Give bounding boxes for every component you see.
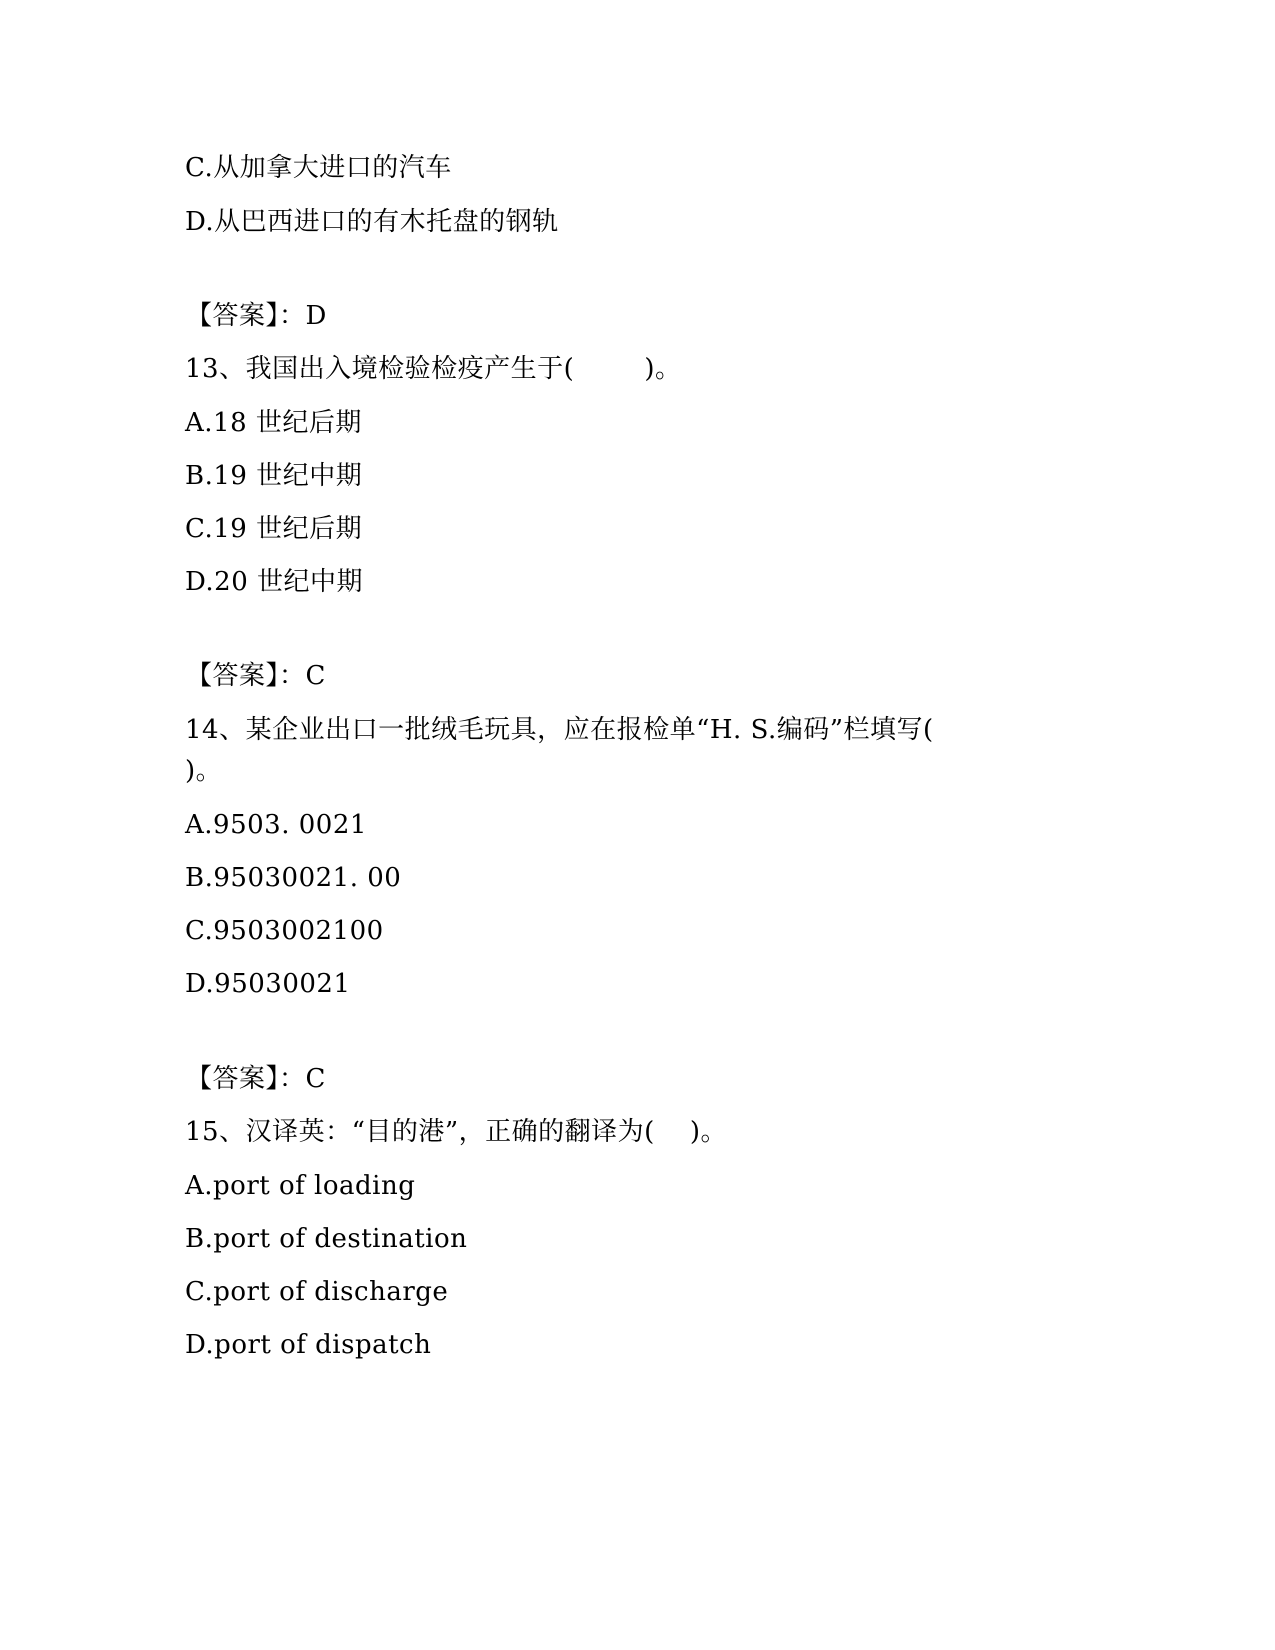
q14-option-a: A.9503. 0021 [185, 810, 367, 840]
q15-option-d: D.port of dispatch [185, 1330, 432, 1360]
q15-option-a: A.port of loading [185, 1171, 416, 1201]
q14-stem-line1: 14、某企业出口一批绒毛玩具，应在报检单“H. S.编码”栏填写( [185, 715, 934, 745]
q15-option-c: C.port of discharge [185, 1277, 449, 1307]
q13-option-c: C.19 世纪后期 [185, 514, 363, 544]
q14-answer: 【答案】：C [186, 1064, 326, 1094]
q13-stem: 13、我国出入境检验检疫产生于( )。 [185, 354, 682, 384]
q13-option-d: D.20 世纪中期 [185, 567, 364, 597]
q13-option-b: B.19 世纪中期 [185, 461, 363, 491]
q13-option-a: A.18 世纪后期 [185, 408, 362, 438]
q14-stem-line2: )。 [185, 756, 223, 786]
q14-option-c: C.9503002100 [185, 916, 384, 946]
q14-option-d: D.95030021 [185, 969, 351, 999]
q12-option-c: C.从加拿大进口的汽车 [185, 153, 452, 183]
q15-option-b: B.port of destination [185, 1224, 468, 1254]
q12-answer: 【答案】：D [186, 301, 327, 331]
q15-stem: 15、汉译英：“目的港”，正确的翻译为( )。 [185, 1117, 728, 1147]
q14-option-b: B.95030021. 00 [185, 863, 402, 893]
q13-answer: 【答案】：C [186, 661, 326, 691]
q12-option-d: D.从巴西进口的有木托盘的钢轨 [185, 207, 559, 237]
